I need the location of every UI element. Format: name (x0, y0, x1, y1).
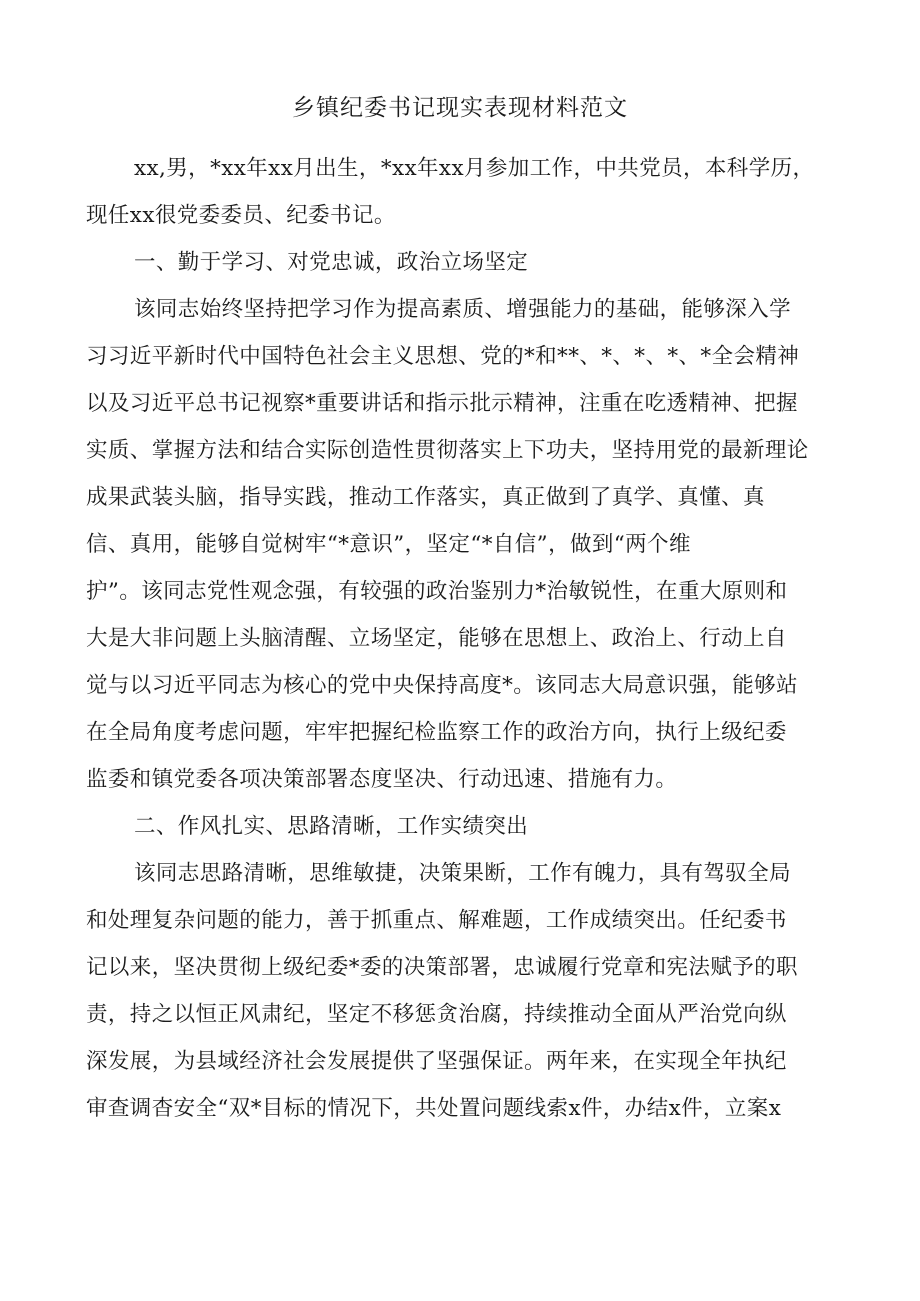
paragraph-line: 现任xx很党委委员、纪委书记。 (86, 203, 396, 228)
paragraph-line: 深发展，为县域经济社会发展提供了坚强保证。两年来，在实现全年执纪 (86, 1049, 787, 1074)
paragraph-line: 成果武装头脑，指导实践，推动工作落实，真正做到了真学、真懂、真 (86, 485, 765, 510)
paragraph-line: 记以来，坚决贯彻上级纪委*委的决策部署，忠诚履行党章和宪法赋予的职 (86, 955, 798, 980)
paragraph-line: 信、真用，能够自觉树牢“*意识”，坚定“*自信”，做到“两个维 (86, 532, 691, 557)
paragraph-line: 护”。该同志党性观念强，有较强的政治鉴别力*治敏锐性，在重大原则和 (86, 579, 788, 604)
paragraph-line: xx,男，*xx年xx月出生，*xx年xx月参加工作，中共党员，本科学历， (134, 156, 815, 181)
paragraph-line: 大是大非问题上头脑清醒、立场坚定，能够在思想上、政治上、行动上自 (86, 626, 787, 651)
paragraph-line: 监委和镇党委各项决策部署态度坚决、行动迅速、措施有力。 (86, 767, 678, 792)
paragraph-line: 以及习近平总书记视察*重要讲话和指示批示精神，注重在吃透精神、把握 (86, 391, 798, 416)
paragraph-line: 觉与以习近平同志为核心的党中央保持高度*。该同志大局意识强，能够站 (86, 673, 798, 698)
paragraph-line: 该同志思路清晰，思维敏捷，决策果断，工作有魄力，具有驾驭全局 (134, 861, 792, 886)
paragraph-line: 该同志始终坚持把学习作为提高素质、增强能力的基础，能够深入学 (134, 297, 792, 322)
paragraph-line: 审查调杳安全“双*目标的情况下，共处置问题线索x件，办结x件，立案x (86, 1096, 782, 1121)
paragraph-line: 和处理复杂问题的能力，善于抓重点、解难题，工作成绩突出。任纪委书 (86, 908, 787, 933)
paragraph-line: 习习近平新时代中国特色社会主义思想、党的*和**、*、*、*、*全会精神 (86, 344, 800, 369)
paragraph-line: 责，持之以恒正风肃纪，坚定不移惩贪治腐，持续推动全面从严治党向纵 (86, 1002, 787, 1027)
section-heading-2: 二、作风扎实、思路清晰，工作实绩突出 (134, 814, 529, 839)
paragraph-line: 在全局角度考虑问题，牢牢把握纪检监察工作的政治方向，执行上级纪委 (86, 720, 787, 745)
document-title: 乡镇纪委书记现实表现材料范文 (292, 95, 628, 121)
section-heading-1: 一、勤于学习、对党忠诚，政治立场坚定 (134, 250, 529, 275)
paragraph-line: 实质、掌握方法和结合实际创造性贯彻落实上下功夫，坚持用党的最新理论 (86, 438, 809, 463)
